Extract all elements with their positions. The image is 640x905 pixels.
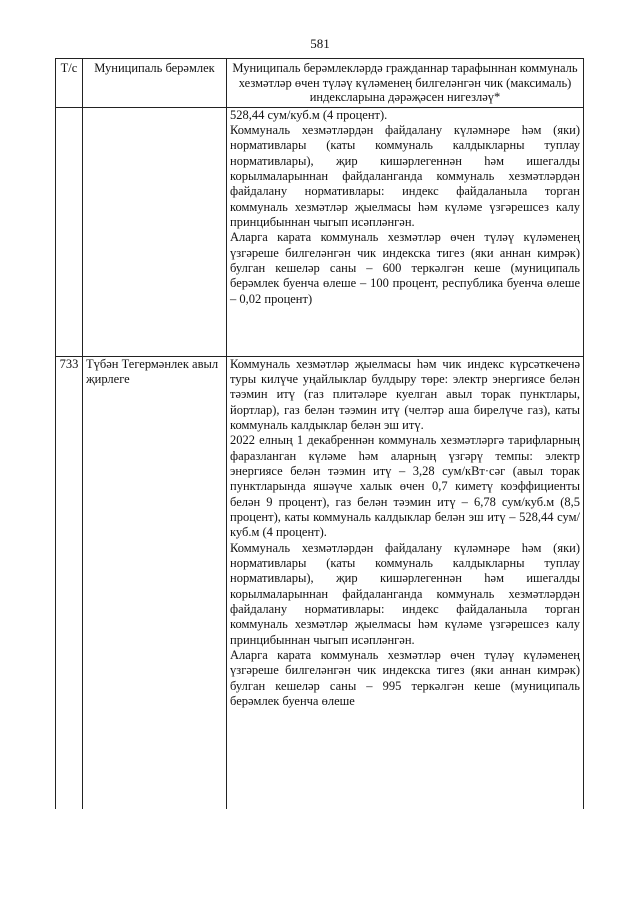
paragraph: 528,44 сум/куб.м (4 процент). xyxy=(230,107,388,122)
header-justification: Муниципаль берәмлекләрдә гражданнар тарафыннан коммуналь хезмәтләр өчен түләү күләменең билгеләнгән чик (максималь) индексларына дәрәҗәсен нигезләү* xyxy=(227,59,584,108)
row-justification xyxy=(227,356,584,809)
header-number: Т/с xyxy=(56,59,83,108)
paragraph: 2022 елның 1 декабреннән коммуналь хезмәтләргә тарифларның фаразланган күләме һәм аларның үзгәрү темпы: электр энергиясе белән тәэмин итү – 3,28 сум/кВт·сәг (авыл торак пунктларында яшәүче халык өчен 0,7 киметү коэффициенты белән 9 процент), газ белән тәэмин итү – 6,78 сум/куб.м (8,5 процент), каты коммуналь калдыклар белән эш итү – 528,44 сум/куб.м (4 процент). xyxy=(230,433,580,540)
table-row xyxy=(56,356,584,809)
header-municipality: Муниципаль берәмлек xyxy=(83,59,227,108)
row-number xyxy=(56,107,83,356)
paragraph: Коммуналь хезмәтләрдән файдалану күләмнәре һәм (яки) нормативлары (каты коммуналь калдыкларны туплау нормативлары), җир кишәрлегеннән һәм ишегалды корылмаларыннан файдаланганда коммуналь хезмәтләрдән файдалану нормативлары: индекс файдаланыла торган коммуналь хезмәтләр җыелмасы һәм күләме үзгәрешсез калу принцибыннан чыгып исәпләнгән. xyxy=(230,122,580,229)
paragraph: Аларга карата коммуналь хезмәтләр өчен түләү күләменең үзгәреше билгеләнгән чик индекска тигез (яки аннан кимрәк) булган кешеләр саны – 995 теркәлгән кеше (муниципаль берәмлек буенча өлеше xyxy=(230,648,580,709)
paragraph: Аларга карата коммуналь хезмәтләр өчен түләү күләменең үзгәреше билгеләнгән чик индекска тигез (яки аннан кимрәк) булган кешеләр саны – 600 теркәлгән кеше (муниципаль берәмлек буенча өлеше – 100 процент, республика буенча өлеше – 0,02 процент) xyxy=(230,230,580,306)
page-number: 581 xyxy=(310,36,330,51)
table-header-row xyxy=(56,59,584,108)
row-number: 733 xyxy=(56,356,83,809)
table-row xyxy=(56,107,584,356)
indices-table xyxy=(55,58,584,809)
paragraph: Коммуналь хезмәтләрдән файдалану күләмнәре һәм (яки) нормативлары (каты коммуналь калдыкларны туплау нормативлары), җир кишәрлегеннән һәм ишегалды корылмаларыннан файдаланганда коммуналь хезмәтләрдән файдалану нормативлары: индекс файдаланыла торган коммуналь хезмәтләр җыелмасы һәм күләме үзгәрешсез калу принцибыннан чыгып исәпләнгән. xyxy=(230,540,580,647)
row-municipality xyxy=(83,107,227,356)
paragraph: Коммуналь хезмәтләр җыелмасы һәм чик индекс күрсәткеченә туры килүче уңайлыклар булдыру төре: электр энергиясе белән тәэмин итү (газ плитәләре куелган авыл торак пунктлары, йортлар), газ белән тәэмин итү (челтәр аша бирелүче газ), каты коммуналь калдыклар белән эш итү. xyxy=(230,356,580,432)
row-municipality: Түбән Тегермәнлек авыл җирлеге xyxy=(83,356,227,809)
row-justification xyxy=(227,107,584,356)
